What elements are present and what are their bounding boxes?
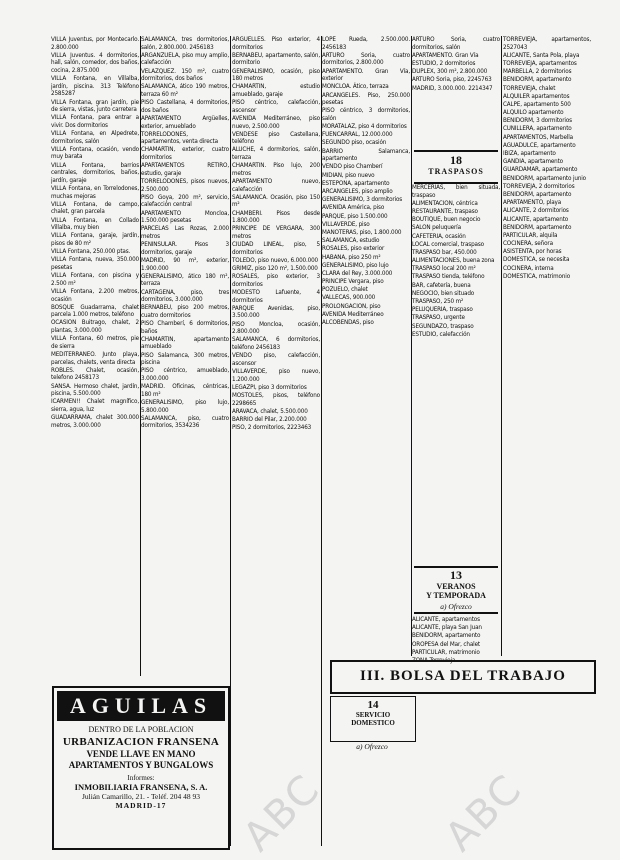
classified-ad: SALAMANCA, estudio bbox=[322, 237, 380, 245]
classified-ad: MONCLOA. Ático, terraza bbox=[322, 83, 389, 91]
classified-ad: PENINSULAR. Pisos 3 dormitorios, garaje bbox=[141, 241, 229, 256]
classified-ad: APARTAMENTOS, Marbella bbox=[503, 133, 573, 141]
classified-ad: ROSALES, piso exterior bbox=[322, 245, 385, 253]
classified-ad: APARTAMENTO, playa bbox=[503, 199, 562, 207]
classified-ad: ALQUILO apartamento bbox=[503, 109, 564, 117]
servicio-section-header bbox=[330, 696, 416, 742]
classified-ad: LOPE Rueda, 2.500.000. 2456183 bbox=[322, 36, 410, 51]
classified-ad: BOSQUE Guadarrama, chalet parcela 1.000 metros, teléfono bbox=[51, 303, 139, 319]
classified-ad: VILLAVERDE, piso nuevo, 1.200.000 bbox=[232, 368, 320, 383]
classified-ad: PISO, 2 dormitorios, 2223463 bbox=[232, 424, 312, 432]
classified-ad: MODESTO Lafuente, 4 dormitorios bbox=[232, 289, 320, 304]
classified-ad: ALICANTE, 2 dormitorios bbox=[503, 207, 569, 215]
classified-ad: GENERALISIMO, ocasión, piso 180 metros bbox=[232, 67, 320, 83]
section-title: SERVICIO bbox=[355, 711, 391, 719]
section-number: 13 bbox=[450, 568, 462, 582]
section-title: TRASPASOS bbox=[428, 167, 484, 176]
classified-ad: GUADARRAMA, chalet 300.000 metros, 3.000.000 bbox=[51, 414, 139, 429]
classified-ad: BENIDORM, apartamento junio bbox=[503, 174, 586, 182]
classified-ad: MADRID. Oficinas, céntricas, 180 m² bbox=[141, 383, 229, 398]
classified-ad: VELAZQUEZ. 150 m², cuatro dormitorios, dos baños bbox=[141, 67, 229, 83]
classified-ad: ESTUDIO, 2 dormitorios bbox=[412, 59, 476, 67]
classified-ad: COCINERA, interna bbox=[503, 264, 554, 272]
classified-ad: PARQUE, piso 1.500.000 bbox=[322, 212, 388, 220]
classified-ad: AGUADULCE, apartamento bbox=[503, 141, 576, 149]
classified-ad: BAR, cafetería, buena bbox=[412, 281, 471, 289]
classified-ad: VENDO piso, calefacción, ascensor bbox=[232, 352, 320, 367]
classified-ad: BENIDORM, apartamento bbox=[503, 76, 572, 84]
classified-ad: MARBELLA, 2 dormitorios bbox=[503, 68, 572, 76]
ad-line: DENTRO DE LA POBLACION bbox=[88, 725, 194, 734]
classified-ad: PISO céntrico, calefacción, ascensor bbox=[232, 99, 320, 114]
classified-ad: BOUTIQUE, buen negocio bbox=[412, 216, 481, 224]
classified-ad: PISO céntrico, 3 dormitorios, salón bbox=[322, 107, 410, 122]
classified-ad: OCASION Buitrago, chalet, 2 plantas, 3.000.000 bbox=[51, 319, 139, 335]
classified-ad: GENERALISIMO, piso lujo, 5.800.000 bbox=[141, 398, 229, 414]
classified-column-1 bbox=[51, 36, 139, 602]
classified-ad: PARTICULAR, alquila bbox=[503, 231, 558, 239]
classified-ad: ALIMENTACIONES, buena zona bbox=[412, 257, 495, 265]
classified-ad: ICARMEN!! Chalet magnífico, sierra, agua, luz bbox=[51, 398, 139, 413]
classified-ad: VILLA Fontana, de campo, chalet, gran parcela bbox=[51, 200, 139, 216]
classified-ad: PISO céntrico, amueblado, 3.000.000 bbox=[141, 367, 229, 382]
classified-ad: ARCANGELES. Piso, 250.000 pesetas bbox=[322, 91, 410, 107]
classified-ad: MADRID, 3.000.000. 2214347 bbox=[412, 84, 493, 92]
classified-ad: ALICANTE, playa San Juan bbox=[412, 624, 482, 632]
classified-ad: PRINCIPE DE VERGARA, 300 metros bbox=[232, 225, 320, 240]
classified-ad: PISO Castellana, 4 dormitorios, dos baños bbox=[141, 99, 229, 114]
classified-ad: TRASPASO bar, 450.000 bbox=[412, 248, 477, 256]
classified-ad: TRASPASO, urgente bbox=[412, 314, 465, 322]
classified-ad: SALAMANCA, tres dormitorios, salón, 2.800.000. 2456183 bbox=[141, 36, 229, 51]
classified-ad: ARTURO Soria, cuatro dormitorios, salón bbox=[412, 36, 500, 51]
classified-ad: DOMESTICA, se necesita bbox=[503, 256, 570, 264]
classified-ad: VENDO piso Chamberí bbox=[322, 163, 383, 171]
classified-ad: TRASPASO local 200 m² bbox=[412, 265, 476, 273]
column-divider bbox=[140, 36, 141, 676]
ad-line: URBANIZACION FRANSENA bbox=[62, 736, 220, 748]
bolsa-trabajo-banner: III. BOLSA DEL TRABAJO bbox=[330, 660, 596, 694]
classified-ad: APARTAMENTO. Gran Vía, exterior bbox=[322, 67, 410, 83]
classified-ad: VILLA Fontana, gran jardín, pie de sierra, vistas, junto carretera bbox=[51, 98, 139, 114]
classified-ad: VILLA Fontana, 2.200 metros, ocasión bbox=[51, 287, 139, 303]
classified-ad: MERCERIAS, bien situada, traspaso bbox=[412, 184, 500, 199]
classified-ad: GRIMIZ, piso 120 m², 1.500.000 bbox=[232, 265, 318, 273]
classified-ad: APARTAMENTOS RETIRO, estudio, garaje bbox=[141, 162, 229, 177]
ad-line: VENDE LLAVE EN MANO bbox=[86, 749, 196, 759]
classified-ad: CIUDAD LINEAL, piso, 5 dormitorios bbox=[232, 241, 320, 256]
classified-ad: TORREVIEJA, apartamentos, 2527043 bbox=[503, 36, 591, 51]
classified-ad: NEGOCIO, bien situado bbox=[412, 289, 475, 297]
classified-ad: VILLA Fontana, con piscina y 2.500 m² bbox=[51, 272, 139, 287]
classified-ad: POZUELO, chalet bbox=[322, 286, 368, 294]
classified-ad: SEGUNDAZO, traspaso bbox=[412, 322, 474, 330]
classified-ad: BARRIO Salamanca, apartamento bbox=[322, 147, 410, 163]
classified-ad: ESTEPONA, apartamento bbox=[322, 179, 390, 187]
classified-ad: DOMESTICA, matrimonio bbox=[503, 272, 571, 280]
classified-ad: AVENIDA Mediterráneo bbox=[322, 310, 384, 318]
classified-ad: VILLA Fontana, en Collado Villalba, muy bien bbox=[51, 216, 139, 232]
classified-ad: TRASPASO tienda, teléfono bbox=[412, 273, 485, 281]
classified-ad: ROSALES, piso exterior, 3 dormitorios bbox=[232, 273, 320, 288]
classified-column-2 bbox=[141, 36, 229, 602]
section-number: 18 bbox=[450, 153, 462, 167]
classified-ad: ARCANGELES, piso amplio bbox=[322, 188, 393, 195]
classified-ad: IBIZA, apartamento bbox=[503, 150, 556, 158]
classified-ad: VILLA Fontana, para entrar a vivir. Dos dormitorios bbox=[51, 114, 139, 129]
classified-ad: CHAMARTIN, apartamento amueblado bbox=[141, 335, 229, 351]
classified-ad: VILLA Fontana, ocasión, vendo muy barata bbox=[51, 145, 139, 161]
classified-ad: OROPESA del Mar, chalet bbox=[412, 640, 480, 648]
classified-ad: TORRELODONES, pisos nuevos, 2.500.000 bbox=[141, 178, 229, 193]
classified-ad: PISO Moncloa, ocasión, 2.800.000 bbox=[232, 320, 320, 336]
classified-ad: CHAMARTIN. Piso lujo, 200 metros bbox=[232, 162, 320, 177]
classified-ad: GENERALISIMO, ático 180 m², terraza bbox=[141, 272, 229, 288]
classified-ad: MORATALAZ, piso 4 dormitorios bbox=[322, 123, 407, 131]
classified-ad: VILLA Fontana, en Villalba, jardín, piscina. 313 Teléfono 2585287 bbox=[51, 75, 139, 98]
classified-ad: CUNILLERA, apartamento bbox=[503, 125, 572, 133]
classified-ad: AVENIDA Mediterráneo, piso nuevo, 2.500.000 bbox=[232, 114, 320, 130]
ad-line: Julián Camarillo, 21. - Teléf. 204 48 93 bbox=[81, 792, 201, 801]
classified-column-3 bbox=[232, 36, 320, 656]
section-number: 14 bbox=[367, 699, 379, 711]
classified-ad: ALICANTE, Santa Pola, playa bbox=[503, 51, 580, 59]
classified-ad: VILLA Fontana, en Torrelodones, muchas mejoras bbox=[51, 185, 139, 200]
classified-ad: APARTAMENTO Moncloa, 1.500.000 pesetas bbox=[141, 209, 229, 225]
classified-ad: CARTAGENA, piso, tres dormitorios, 3.000.000 bbox=[141, 288, 229, 304]
classified-ad: BENIDORM, apartamento bbox=[503, 190, 572, 198]
classified-ad: CLARA del Rey, 3.000.000 bbox=[322, 269, 393, 277]
ad-line: INMOBILIARIA FRANSENA, S. A. bbox=[74, 782, 208, 792]
classified-ad: TORREVIEJA, apartamentos bbox=[503, 59, 577, 67]
classified-ad: ESTUDIO, calefacción bbox=[412, 330, 470, 338]
classified-ad: ZONA Torrevieja bbox=[412, 656, 456, 664]
classified-ad: VILLA Fontana, 60 metros, pie de sierra bbox=[51, 335, 139, 350]
classified-ad: ALICANTE, apartamentos bbox=[412, 616, 480, 623]
classified-ad: TOLEDO, piso nuevo, 6.000.000 bbox=[232, 256, 319, 264]
classified-ad: ROBLES. Chalet, ocasión, telefono 2458173 bbox=[51, 366, 139, 382]
ad-line: Informes: bbox=[127, 774, 155, 782]
classified-ad: GENERALISIMO, 3 dormitorios bbox=[322, 196, 403, 204]
classified-ad: HABANA, piso 250 m² bbox=[322, 253, 381, 261]
classified-ad: PISO Chamberí, 6 dormitorios, baños bbox=[141, 320, 229, 335]
classified-ad: PISO Salamanca, 300 metros, piscina bbox=[141, 351, 229, 367]
classified-ad: VENDESE piso Castellana, teléfono bbox=[232, 130, 320, 146]
classified-ad: CHAMARTIN, estudio amueblado, garaje bbox=[232, 83, 320, 98]
classified-column-5-top bbox=[412, 36, 500, 148]
classified-ad: PARQUE Avenidas, piso, 3.500.000 bbox=[232, 304, 320, 320]
classified-ad: LEGAZPI, piso 3 dormitorios bbox=[232, 383, 307, 391]
ad-line: APARTAMENTOS Y BUNGALOWS bbox=[68, 760, 214, 770]
veranos-section-header bbox=[414, 566, 498, 614]
classified-ad: PROLONGACION, piso bbox=[322, 302, 381, 310]
section-title: Y TEMPORADA bbox=[426, 591, 486, 600]
abc-watermark: ABC bbox=[436, 765, 532, 860]
classified-ad: MOSTOLES, pisos, teléfono 2298665 bbox=[232, 391, 320, 407]
classified-ad: VILLA Juventus, por Montecarlo. 2.800.000 bbox=[51, 36, 139, 51]
classified-ad: CAFETERIA, ocasión bbox=[412, 232, 466, 240]
column-divider bbox=[411, 36, 412, 656]
classified-ad: SALAMANCA, 6 dormitorios, teléfono 2456183 bbox=[232, 336, 320, 352]
classified-ad: VILLA Fontana, 250.000 ptas. bbox=[51, 248, 131, 256]
classified-ad: COCINERA, señora bbox=[503, 240, 553, 248]
classified-ad: VILLA Juventus. 4 dormitorios, hall, salón, comedor, dos baños, cocina, 2.875.000 bbox=[51, 51, 139, 74]
classified-ad: RESTAURANTE, traspaso bbox=[412, 207, 478, 215]
classified-ad: ARTURO Soria, piso, 2245763 bbox=[412, 76, 492, 84]
classified-ad: TORRELODONES, apartamentos, venta directa bbox=[141, 130, 218, 146]
traspasos-column bbox=[412, 184, 500, 582]
classified-ad: VILLA Fontana, nueva, 350.000 pesetas bbox=[51, 256, 139, 271]
classified-ad: PISO Goya, 200 m², servicio, calefacción central bbox=[141, 193, 229, 209]
classified-ad: PRINCIPE Vergara, piso bbox=[322, 278, 384, 286]
classified-ad: SALON peluquería bbox=[412, 224, 461, 232]
classified-column-4 bbox=[322, 36, 410, 656]
classified-ad: BARRIO del Pilar, 2.200.000 bbox=[232, 415, 307, 423]
classified-ad: BENIDORM, 3 dormitorios bbox=[503, 117, 572, 125]
classified-ad: PELUQUERIA, traspaso bbox=[412, 306, 473, 314]
classified-ad: VILLAVERDE, piso bbox=[322, 220, 370, 228]
classified-ad: VILLA Fontana, garaje, jardín, pisos de 80 m² bbox=[51, 232, 139, 247]
classified-ad: SALAMANCA. Ocasión, piso 150 m² bbox=[232, 193, 320, 209]
classified-ad: ARAVACA, chalet, 5.500.000 bbox=[232, 407, 308, 415]
classified-ad: BERNABEU, piso 200 metros, cuatro dormitorios bbox=[141, 304, 229, 319]
classified-ad: ALICANTE, apartamento bbox=[503, 215, 569, 223]
section-title: VERANOS bbox=[436, 582, 476, 591]
classified-ad: ARTURO Soria, cuatro dormitorios, 2.800.000 bbox=[322, 51, 410, 67]
classified-ad: TRASPASO, 250 m² bbox=[412, 298, 464, 306]
classified-column-6 bbox=[503, 36, 591, 656]
classified-ad: GANDIA, apartamento bbox=[503, 158, 563, 166]
abc-watermark: ABC bbox=[234, 765, 330, 860]
classified-ad: TORREVIEJA, 2 dormitorios bbox=[503, 182, 575, 190]
classified-ad: APARTAMENTO nuevo, calefacción bbox=[232, 178, 320, 193]
classified-ad: MIDIAN, piso nuevo bbox=[322, 171, 375, 179]
section-subtitle: a) Ofrezco bbox=[440, 602, 472, 611]
classified-ad: GENERALISIMO, piso lujo bbox=[322, 261, 389, 269]
classified-ad: FUENCARRAL, 12.000.000 bbox=[322, 131, 393, 139]
ad-brand: AGUILAS bbox=[57, 691, 225, 721]
classified-ad: MEDITERRANEO. Junto playa, parcelas, chalets, venta directa bbox=[51, 351, 139, 366]
classified-ad: GUARDAMAR, apartamento bbox=[503, 166, 578, 174]
column-divider bbox=[230, 36, 231, 846]
classified-ad: VILLA Fontana, en Alpedrete, dormitorios, salón bbox=[51, 130, 139, 145]
classified-ad: TORREVIEJA, chalet bbox=[503, 84, 556, 92]
column-divider bbox=[321, 36, 322, 846]
classified-ad: MADRID, 90 m², exterior, 1.900.000 bbox=[141, 256, 229, 272]
classified-ad: SALAMANCA, piso, cuatro dormitorios, 3534236 bbox=[141, 414, 229, 430]
classified-ad: CHAMARTIN, exterior, cuatro dormitorios bbox=[141, 146, 229, 162]
classified-ad: MANOTERAS, piso, 1.800.000 bbox=[322, 228, 402, 236]
classified-ad: SEGUNDO piso, ocasión bbox=[322, 139, 387, 147]
section-subtitle: a) Ofrezco bbox=[356, 742, 388, 751]
classified-ad: PARTICULAR, matrimonio bbox=[412, 648, 480, 656]
classified-ad: CHAMBERI. Pisos desde 1.800.000 bbox=[232, 209, 320, 225]
classified-ad: BENIDORM, apartamento bbox=[412, 632, 481, 640]
aguilas-advertisement bbox=[52, 686, 230, 850]
classified-ad: APARTAMENTO Argüelles, exterior, amueblado bbox=[141, 114, 229, 130]
classified-ad: PARCELAS Las Rozas, 2.000 metros bbox=[141, 225, 229, 240]
classified-ad: VALLECAS, 900.000 bbox=[322, 294, 376, 302]
classified-ad: AVENIDA América, piso bbox=[322, 204, 385, 212]
classified-ad: ALCOBENDAS, piso bbox=[322, 319, 374, 326]
classified-ad: VILLA Fontana, barrios centrales, dormitorios, baños, jardín, garaje bbox=[51, 161, 139, 184]
classified-ad: BENIDORM, apartamento bbox=[503, 223, 572, 231]
classified-ad: ALQUILER apartamentos bbox=[503, 92, 570, 100]
classified-ad: SANSA. Hermoso chalet, jardín, piscina, 5.500.000 bbox=[51, 382, 139, 398]
classified-ad: APARTAMENTO. Gran Vía bbox=[412, 51, 479, 59]
column-divider bbox=[501, 36, 502, 656]
traspasos-section-header bbox=[414, 150, 498, 184]
classified-ad: ALIMENTACION, céntrica bbox=[412, 199, 478, 207]
classified-ad: ALUCHE, 4 dormitorios, salón, terraza bbox=[232, 146, 320, 162]
classified-ad: ARGÜELLES. Piso exterior, 4 dormitorios bbox=[232, 36, 320, 51]
classified-ad: ARGANZUELA, piso muy amplio, calefacción bbox=[141, 51, 229, 67]
classified-ad: CALPE, apartamento 500 bbox=[503, 100, 571, 108]
section-title: DOMESTICO bbox=[351, 719, 395, 727]
classified-ad: SALAMANCA, ático 190 metros, terraza 60 m² bbox=[141, 83, 229, 98]
classified-ad: DUPLEX, 300 m², 2.800.000 bbox=[412, 68, 488, 76]
ad-line: MADRID-17 bbox=[115, 801, 167, 810]
classified-ad: LOCAL comercial, traspaso bbox=[412, 240, 484, 248]
classified-ad: BERNABEU, apartamento, salón, dormitorio bbox=[232, 51, 320, 67]
classified-ad: ASISTENTA, por horas bbox=[503, 248, 562, 256]
